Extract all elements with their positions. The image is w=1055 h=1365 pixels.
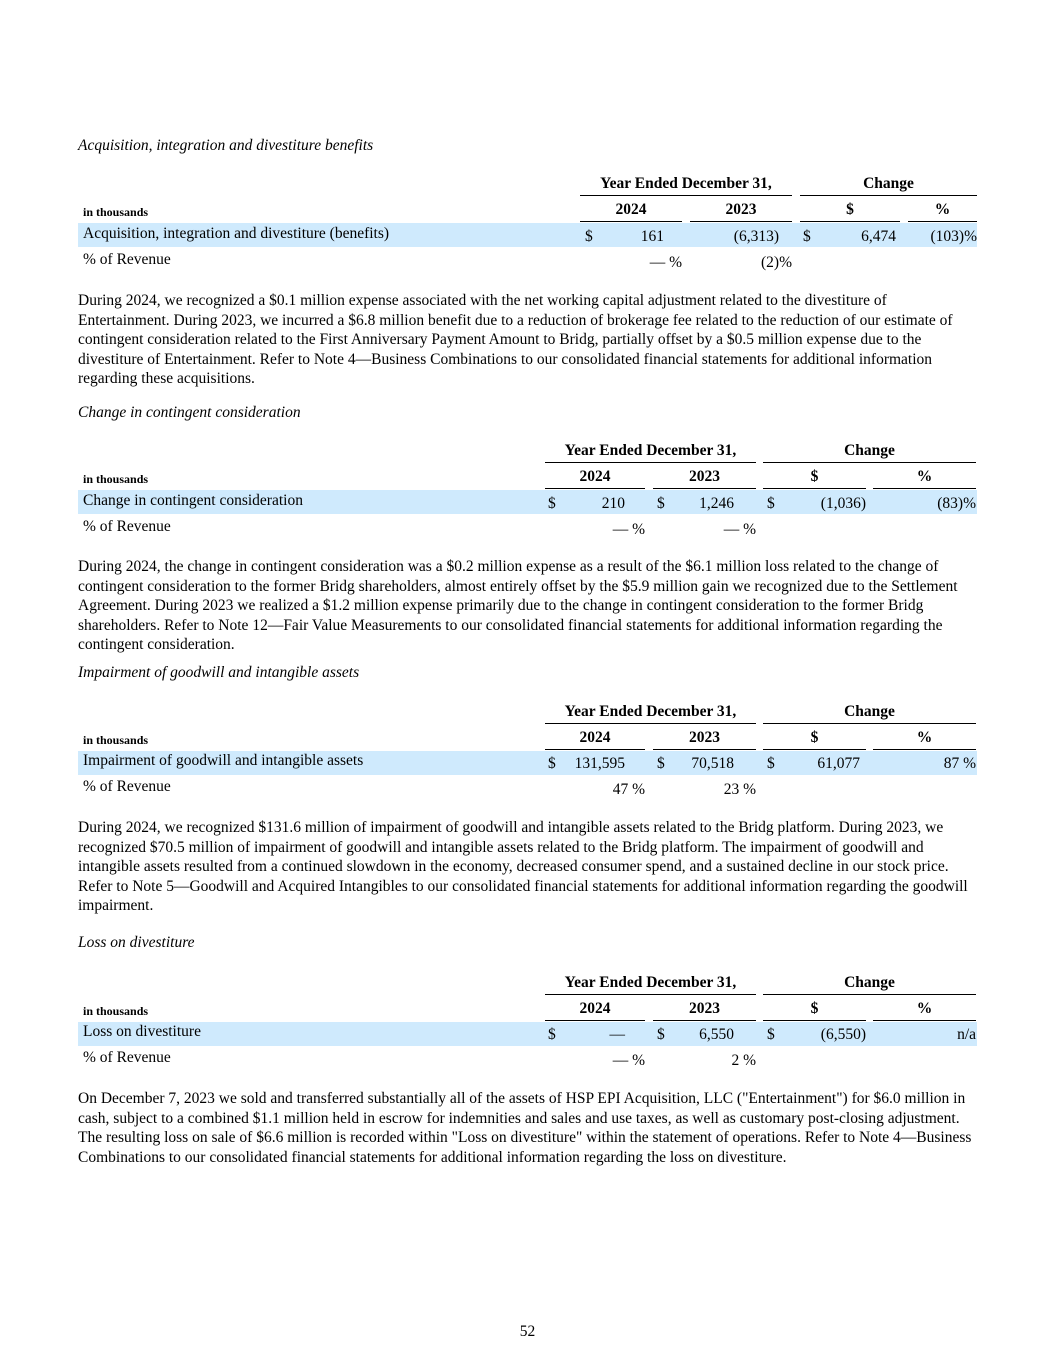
unit-label: in thousands — [83, 472, 149, 486]
revenue-2023: 23 % — [723, 781, 756, 798]
table-group-header-year: Year Ended December 31, — [600, 175, 772, 192]
revenue-2024: 47 % — [612, 781, 645, 798]
col-header-2023: 2023 — [689, 1000, 720, 1017]
cell-currency: $ — [767, 495, 775, 512]
unit-label: in thousands — [83, 733, 149, 747]
row-label: Loss on divestiture — [83, 1023, 201, 1040]
cell-currency: $ — [767, 1026, 775, 1043]
cell-currency: $ — [548, 495, 556, 512]
col-header-2024: 2024 — [579, 1000, 611, 1017]
header-underline — [800, 221, 900, 222]
row-label: Impairment of goodwill and intangible assets — [83, 752, 364, 769]
header-underline — [545, 749, 645, 750]
cell-currency: $ — [767, 755, 775, 772]
cell-currency: $ — [548, 755, 556, 772]
table-group-header-year: Year Ended December 31, — [564, 442, 737, 459]
revenue-2024: — % — [612, 521, 645, 538]
section-paragraph: During 2024, the change in contingent consideration was a $0.2 million expense as a result of the $6.1 million loss related to the change of contingent consideration to the former Bridg shareholders, almost entirely offset by the $5.9 million gain we recognized due to the Settlement Agreement. During 2023 we realized a $1.2 million expense primarily due to the change in contingent consideration to the former Bridg shareholders. Refer to Note 12—Fair Value Measurements to our consolidated financial statements for additional information regarding the contingent consideration. — [78, 558, 958, 653]
header-underline — [763, 462, 976, 463]
cell-currency: $ — [803, 228, 811, 245]
cell-change-dollar: 6,474 — [861, 228, 896, 245]
cell-change-pct: (83)% — [937, 495, 976, 512]
revenue-2023: (2)% — [761, 254, 792, 271]
cell-currency: $ — [657, 1026, 665, 1043]
cell-2024: 161 — [640, 228, 664, 245]
table-group-header-change: Change — [844, 703, 895, 720]
table-group-header-change: Change — [844, 974, 895, 991]
col-header-dollar: $ — [846, 201, 854, 218]
section-heading: Loss on divestiture — [78, 934, 195, 951]
header-underline — [763, 1020, 866, 1021]
revenue-label: % of Revenue — [83, 251, 171, 268]
header-underline — [763, 994, 976, 995]
col-header-2023: 2023 — [689, 468, 720, 485]
table-group-header-change: Change — [863, 175, 914, 192]
cell-currency: $ — [585, 228, 593, 245]
header-underline — [873, 1020, 976, 1021]
col-header-2023: 2023 — [689, 729, 720, 746]
cell-change-pct: 87 % — [943, 755, 976, 772]
section-heading: Acquisition, integration and divestiture benefits — [78, 137, 374, 154]
row-label: Acquisition, integration and divestiture (benefits) — [83, 225, 390, 242]
header-underline — [763, 488, 866, 489]
cell-change-pct: (103)% — [930, 228, 977, 245]
unit-label: in thousands — [83, 1004, 149, 1018]
cell-currency: $ — [548, 1026, 556, 1043]
col-header-dollar: $ — [810, 1000, 819, 1017]
col-header-2024: 2024 — [579, 468, 611, 485]
header-underline — [545, 723, 756, 724]
header-underline — [800, 195, 977, 196]
table-group-header-change: Change — [844, 442, 895, 459]
revenue-label: % of Revenue — [83, 1049, 171, 1066]
header-underline — [545, 994, 756, 995]
col-header-2024: 2024 — [579, 729, 611, 746]
table-group-header-year: Year Ended December 31, — [564, 974, 737, 991]
unit-label: in thousands — [83, 205, 149, 219]
cell-2023: 70,518 — [691, 755, 734, 772]
col-header-dollar: $ — [810, 729, 819, 746]
cell-2024: — — [609, 1026, 625, 1043]
col-header-pct: % — [916, 1000, 933, 1017]
col-header-dollar: $ — [810, 468, 819, 485]
header-underline — [545, 1020, 645, 1021]
col-header-pct: % — [916, 468, 933, 485]
header-underline — [580, 195, 792, 196]
cell-2023: 1,246 — [699, 495, 734, 512]
cell-change-dollar: 61,077 — [817, 755, 860, 772]
revenue-2023: 2 % — [731, 1052, 756, 1069]
cell-2024: 131,595 — [574, 755, 625, 772]
col-header-2023: 2023 — [725, 201, 757, 218]
header-underline — [763, 723, 976, 724]
revenue-label: % of Revenue — [83, 518, 171, 535]
section-heading: Change in contingent consideration — [78, 404, 301, 421]
header-underline — [545, 462, 756, 463]
header-underline — [763, 749, 866, 750]
header-underline — [545, 488, 645, 489]
section-paragraph: On December 7, 2023 we sold and transferred substantially all of the assets of HSP EPI Acquisition, LLC ("Entertainment") for $6.0 million in cash, subject to a combined $1.1 million held in escrow for indemnities and sales and use taxes, as well as customary post-closing adjustment. The resulting loss on sale of $6.6 million is recorded within "Loss on divestiture" within the statement of operations. Refer to Note 4—Business Combinations to our consolidated financial statements for additional information regarding the loss on divestiture. — [78, 1090, 972, 1166]
revenue-2024: — % — [649, 254, 682, 271]
table-group-header-year: Year Ended December 31, — [564, 703, 737, 720]
cell-currency: $ — [657, 755, 665, 772]
cell-change-pct: n/a — [957, 1026, 976, 1043]
revenue-2024: — % — [612, 1052, 645, 1069]
header-underline — [690, 221, 792, 222]
header-underline — [653, 749, 756, 750]
header-underline — [873, 488, 976, 489]
cell-2024: 210 — [601, 495, 625, 512]
header-underline — [873, 749, 976, 750]
cell-change-dollar: (1,036) — [820, 495, 866, 512]
section-paragraph: During 2024, we recognized $131.6 million of impairment of goodwill and intangible assets related to the Bridg platform. During 2023, we recognized $70.5 million of impairment of goodwill and intangible assets related to the Bridg platform. The impairment of goodwill and intangible assets resulted from a continued slowdown in the economy, decreased consumer spend, and a sustained decline in our stock price. Refer to Note 5—Goodwill and Acquired Intangibles to our consolidated financial statements for additional information regarding the goodwill impairment. — [78, 819, 968, 914]
header-underline — [653, 1020, 756, 1021]
header-underline — [580, 221, 682, 222]
header-underline — [908, 221, 977, 222]
col-header-2024: 2024 — [615, 201, 647, 218]
col-header-pct: % — [916, 729, 933, 746]
col-header-pct: % — [934, 201, 951, 218]
cell-2023: (6,313) — [733, 228, 779, 245]
row-label: Change in contingent consideration — [83, 492, 303, 509]
revenue-label: % of Revenue — [83, 778, 171, 795]
cell-currency: $ — [657, 495, 665, 512]
section-paragraph: During 2024, we recognized a $0.1 million expense associated with the net working capital adjustment related to the divestiture of Entertainment. During 2023, we incurred a $6.8 million benefit due to a reduction of brokerage fee related to the reduction of our estimate of contingent consideration related to the First Anniversary Payment Amount to Bridg, partially offset by a $0.5 million expense due to the divestiture of Entertainment. Refer to Note 4—Business Combinations to our consolidated financial statements for additional information regarding these acquisitions. — [78, 292, 953, 387]
section-heading: Impairment of goodwill and intangible assets — [78, 664, 360, 681]
cell-change-dollar: (6,550) — [820, 1026, 866, 1043]
revenue-2023: — % — [723, 521, 756, 538]
header-underline — [653, 488, 756, 489]
page-number: 52 — [519, 1323, 536, 1340]
cell-2023: 6,550 — [699, 1026, 734, 1043]
